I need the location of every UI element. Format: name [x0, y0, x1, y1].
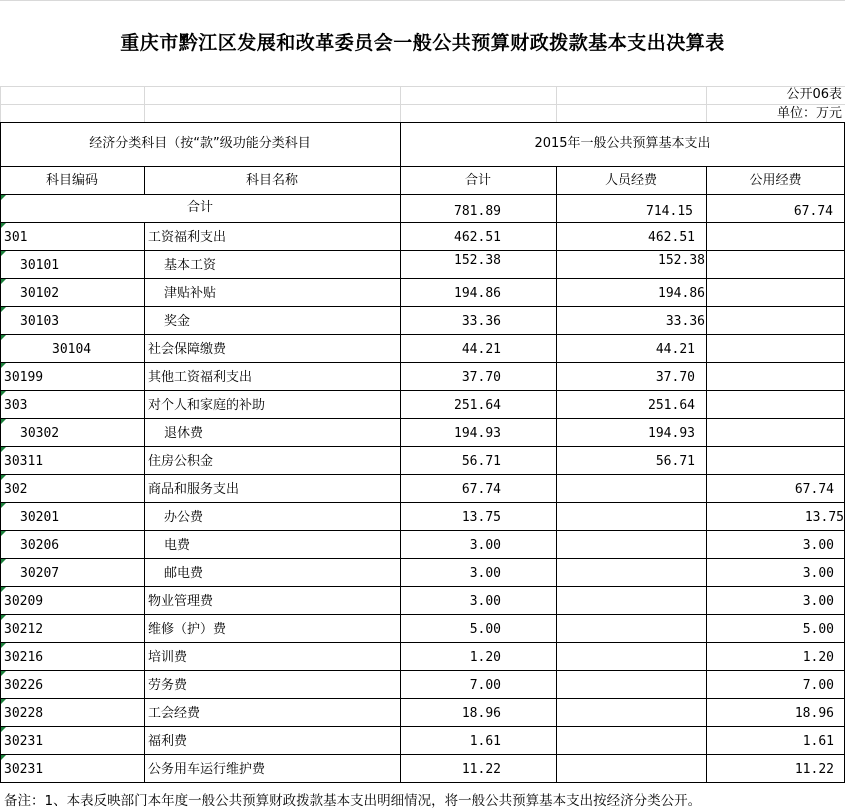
table-border: [0, 726, 845, 727]
row-code: 30226: [4, 678, 44, 693]
row-total: 1.20: [469, 650, 501, 665]
row-code: 30302: [20, 426, 60, 441]
grid-line: [144, 86, 145, 122]
error-indicator-icon: [1, 755, 6, 760]
table-border: [0, 586, 845, 587]
total-row-total: 781.89: [454, 204, 501, 219]
table-border: [400, 122, 401, 782]
error-indicator-icon: [1, 195, 6, 200]
row-code: 30212: [4, 622, 44, 637]
row-name: 邮电费: [164, 566, 204, 581]
row-code: 30207: [20, 566, 60, 581]
row-code: 30201: [20, 510, 60, 525]
error-indicator-icon: [1, 559, 6, 564]
table-border: [0, 334, 845, 335]
error-indicator-icon: [1, 335, 6, 340]
error-indicator-icon: [1, 643, 6, 648]
row-public: 67.74: [794, 482, 834, 497]
row-code: 30102: [20, 286, 60, 301]
row-code: 30216: [4, 650, 44, 665]
error-indicator-icon: [1, 587, 6, 592]
row-total: 1.61: [469, 734, 501, 749]
row-name: 社会保障缴费: [148, 342, 227, 357]
row-code: 30209: [4, 594, 44, 609]
row-personnel: 33.36: [665, 314, 705, 329]
total-row-label: 合计: [186, 200, 213, 215]
row-code: 30104: [52, 342, 92, 357]
table-border: [144, 222, 145, 782]
table-border: [0, 782, 845, 783]
row-name: 津贴补贴: [164, 286, 217, 301]
row-total: 5.00: [469, 622, 501, 637]
row-name: 退休费: [164, 426, 204, 441]
row-name: 物业管理费: [148, 594, 214, 609]
table-border: [0, 278, 845, 279]
total-row-public: 67.74: [793, 204, 833, 219]
row-code: 30199: [4, 370, 44, 385]
row-public: 3.00: [802, 566, 834, 581]
table-border: [0, 122, 845, 123]
budget-header: 2015年一般公共预算基本支出: [534, 136, 711, 151]
table-border: [0, 474, 845, 475]
error-indicator-icon: [1, 419, 6, 424]
row-public: 11.22: [794, 762, 834, 777]
grid-line: [0, 0, 845, 1]
error-indicator-icon: [1, 475, 6, 480]
table-border: [0, 698, 845, 699]
row-total: 3.00: [469, 538, 501, 553]
row-code: 301: [4, 230, 28, 245]
row-code: 30206: [20, 538, 60, 553]
table-border: [706, 166, 707, 782]
row-name: 维修（护）费: [148, 622, 227, 637]
page-title: 重庆市黔江区发展和改革委员会一般公共预算财政拨款基本支出决算表: [120, 32, 725, 54]
row-personnel: 194.93: [648, 426, 695, 441]
row-total: 194.86: [454, 286, 501, 301]
col-header-personnel: 人员经费: [604, 173, 657, 188]
row-name: 对个人和家庭的补助: [148, 398, 266, 413]
col-header-public: 公用经费: [749, 173, 802, 188]
table-border: [0, 754, 845, 755]
table-border: [0, 446, 845, 447]
table-border: [144, 166, 145, 194]
row-total: 251.64: [454, 398, 501, 413]
row-personnel: 37.70: [655, 370, 695, 385]
row-name: 工会经费: [148, 706, 201, 721]
row-name: 劳务费: [148, 678, 188, 693]
row-public: 3.00: [802, 538, 834, 553]
row-total: 152.38: [454, 253, 501, 268]
error-indicator-icon: [1, 363, 6, 368]
table-border: [0, 418, 845, 419]
error-indicator-icon: [1, 531, 6, 536]
row-code: 30101: [20, 258, 60, 273]
row-public: 1.61: [802, 734, 834, 749]
row-personnel: 152.38: [658, 253, 705, 268]
grid-line: [0, 104, 845, 105]
row-total: 18.96: [461, 706, 501, 721]
row-total: 7.00: [469, 678, 501, 693]
row-name: 其他工资福利支出: [148, 370, 253, 385]
footnote: 备注：1、本表反映部门本年度一般公共预算财政拨款基本支出明细情况，将一般公共预算基本支出按经济分类公开。: [4, 793, 702, 809]
row-public: 18.96: [794, 706, 834, 721]
row-code: 30231: [4, 762, 44, 777]
row-total: 37.70: [461, 370, 501, 385]
table-border: [0, 390, 845, 391]
col-header-name: 科目名称: [245, 173, 298, 188]
row-personnel: 251.64: [648, 398, 695, 413]
row-personnel: 56.71: [655, 454, 695, 469]
row-total: 13.75: [461, 510, 501, 525]
row-total: 67.74: [461, 482, 501, 497]
table-border: [0, 502, 845, 503]
row-name: 住房公积金: [148, 454, 214, 469]
row-code: 30231: [4, 734, 44, 749]
error-indicator-icon: [1, 671, 6, 676]
row-name: 电费: [164, 538, 191, 553]
grid-line: [556, 86, 557, 122]
row-total: 11.22: [461, 762, 501, 777]
table-border: [0, 558, 845, 559]
row-name: 培训费: [148, 650, 188, 665]
row-name: 工资福利支出: [148, 230, 227, 245]
table-border: [556, 166, 557, 782]
table-border: [0, 306, 845, 307]
error-indicator-icon: [1, 615, 6, 620]
table-border: [0, 670, 845, 671]
row-name: 公务用车运行维护费: [148, 762, 266, 777]
row-code: 30228: [4, 706, 44, 721]
row-total: 3.00: [469, 594, 501, 609]
row-personnel: 462.51: [648, 230, 695, 245]
table-border: [0, 194, 845, 195]
row-public: 1.20: [802, 650, 834, 665]
row-total: 56.71: [461, 454, 501, 469]
table-border: [0, 166, 845, 167]
row-total: 194.93: [454, 426, 501, 441]
error-indicator-icon: [1, 223, 6, 228]
row-name: 福利费: [148, 734, 188, 749]
total-row-personnel: 714.15: [646, 204, 693, 219]
error-indicator-icon: [1, 251, 6, 256]
error-indicator-icon: [1, 279, 6, 284]
row-total: 33.36: [461, 314, 501, 329]
form-number: 公开06表: [786, 87, 842, 102]
grid-line: [0, 86, 1, 122]
table-border: [0, 614, 845, 615]
col-header-code: 科目编码: [45, 173, 98, 188]
econ-class-header: 经济分类科目（按“款”级功能分类科目: [89, 136, 311, 151]
row-name: 商品和服务支出: [148, 482, 240, 497]
row-code: 303: [4, 398, 28, 413]
error-indicator-icon: [1, 699, 6, 704]
grid-line: [400, 86, 401, 122]
row-name: 基本工资: [164, 258, 217, 273]
row-total: 44.21: [461, 342, 501, 357]
row-name: 办公费: [164, 510, 204, 525]
error-indicator-icon: [1, 447, 6, 452]
row-personnel: 194.86: [658, 286, 705, 301]
row-total: 462.51: [454, 230, 501, 245]
row-code: 302: [4, 482, 28, 497]
row-public: 5.00: [802, 622, 834, 637]
row-total: 3.00: [469, 566, 501, 581]
table-border: [0, 530, 845, 531]
table-border: [0, 642, 845, 643]
table-border: [0, 122, 1, 782]
error-indicator-icon: [1, 391, 6, 396]
row-name: 奖金: [164, 314, 191, 329]
table-border: [0, 222, 845, 223]
row-public: 3.00: [802, 594, 834, 609]
row-code: 30311: [4, 454, 44, 469]
error-indicator-icon: [1, 307, 6, 312]
error-indicator-icon: [1, 503, 6, 508]
row-code: 30103: [20, 314, 60, 329]
table-border: [0, 250, 845, 251]
row-public: 13.75: [804, 510, 844, 525]
row-personnel: 44.21: [655, 342, 695, 357]
unit-label: 单位：万元: [776, 106, 842, 121]
row-public: 7.00: [802, 678, 834, 693]
error-indicator-icon: [1, 727, 6, 732]
table-border: [0, 362, 845, 363]
col-header-total: 合计: [464, 173, 491, 188]
